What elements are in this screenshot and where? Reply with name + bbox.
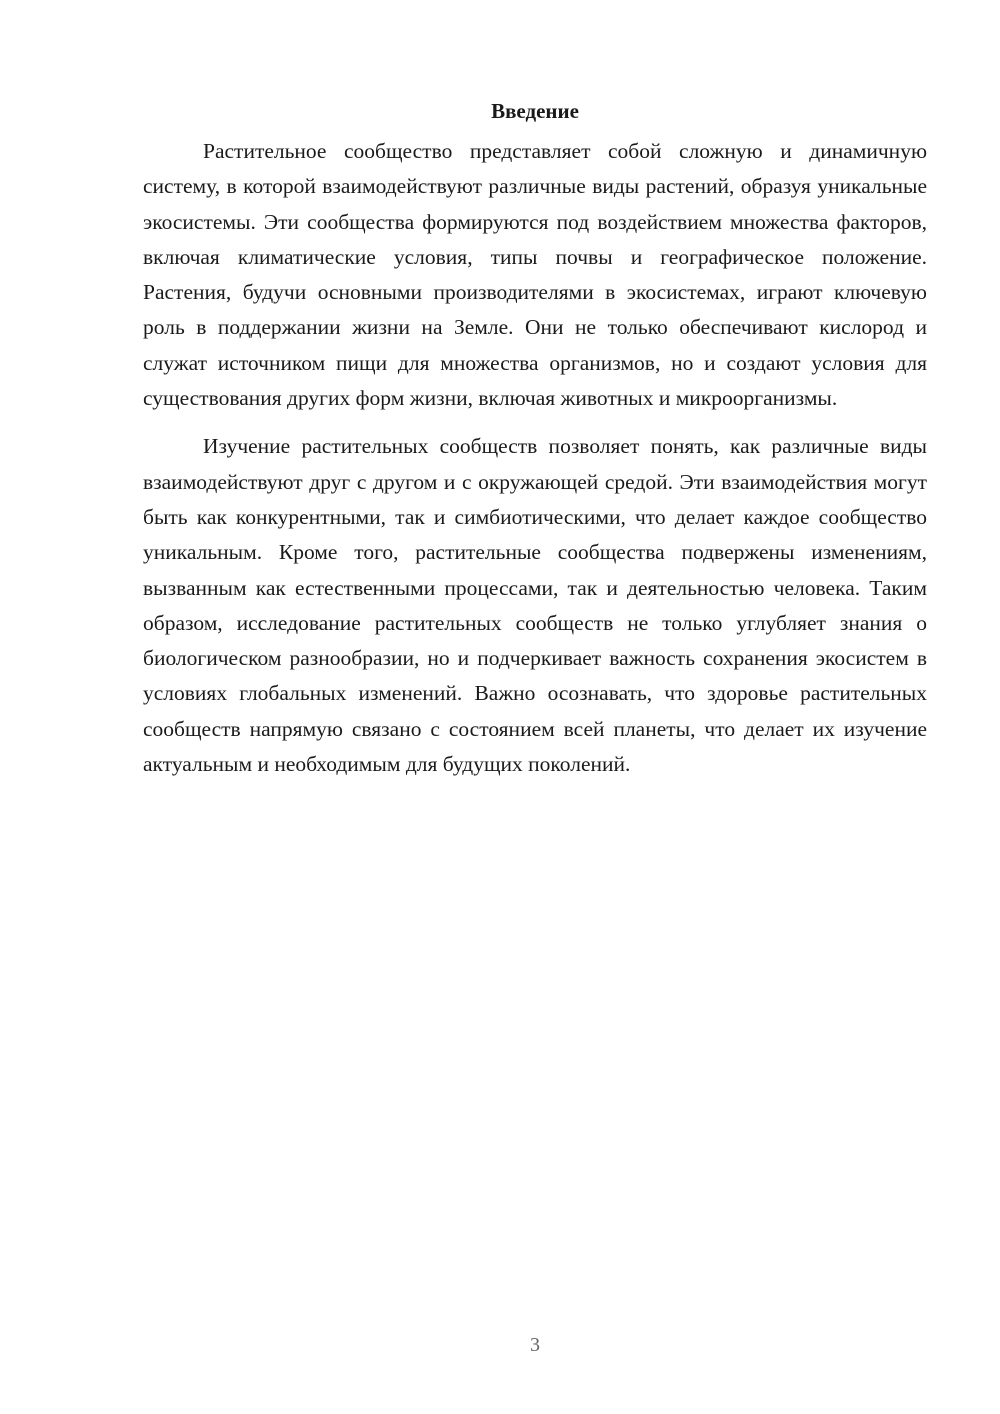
page-content	[143, 95, 927, 782]
section-heading: Введение	[491, 99, 579, 123]
page-number: 3	[530, 1334, 540, 1356]
paragraph-1: Растительное сообщество представляет собой сложную и динамичную систему, в которой взаимодействуют различные виды растений, образуя уникальные экосистемы. Эти сообщества формируются под воздействием множества факторов, включая климатические условия, типы почвы и географическое положение. Растения, будучи основными производителями в экосистемах, играют ключевую роль в поддержании жизни на Земле. Они не только обеспечивают кислород и служат источником пищи для множества организмов, но и создают условия для существования других форм жизни, включая животных и микроорганизмы.	[143, 139, 927, 411]
paragraph-2: Изучение растительных сообществ позволяет понять, как различные виды взаимодействуют друг с другом и с окружающей средой. Эти взаимодействия могут быть как конкурентными, так и симбиотическими, что делает каждое сообщество уникальным. Кроме того, растительные сообщества подвержены изменениям, вызванным как естественными процессами, так и деятельностью человека. Таким образом, исследование растительных сообществ не только углубляет знания о биологическом разнообразии, но и подчеркивает важность сохранения экосистем в условиях глобальных изменений. Важно осознавать, что здоровье растительных сообществ напрямую связано с состоянием всей планеты, что делает их изучение актуальным и необходимым для будущих поколений.	[143, 434, 927, 777]
